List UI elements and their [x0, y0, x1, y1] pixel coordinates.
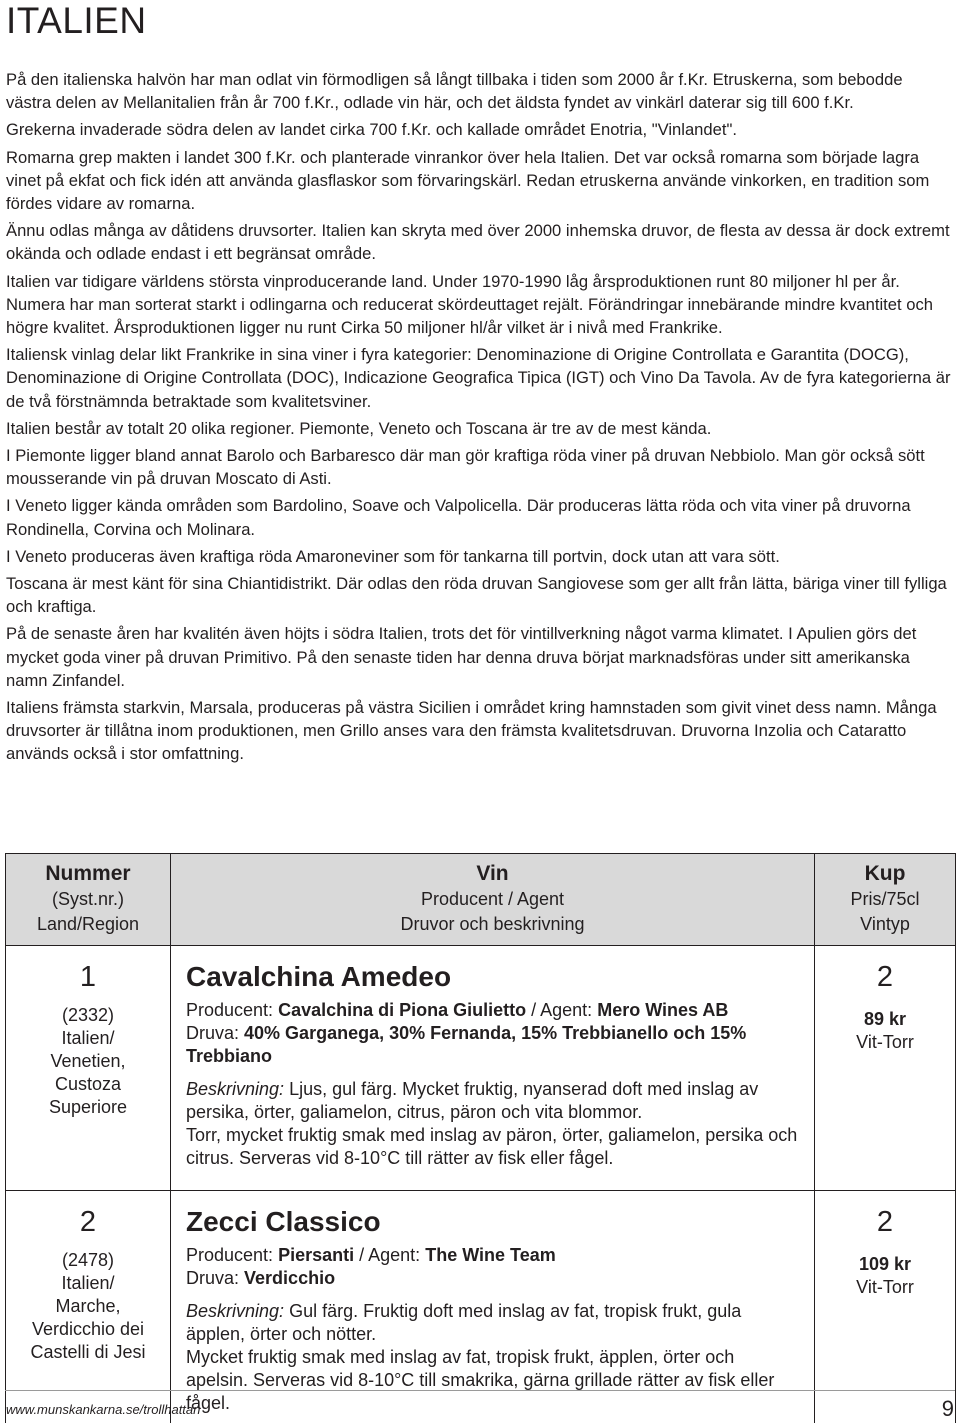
grapes: Verdicchio — [244, 1268, 336, 1288]
footer-divider — [5, 1390, 955, 1391]
region-line: Venetien, — [50, 1051, 126, 1071]
header-wine — [171, 854, 815, 946]
header-kup-title: Kup — [864, 862, 906, 885]
header-number-sub1: (Syst.nr.) — [51, 889, 124, 909]
cell-kup — [815, 946, 956, 1191]
table-row — [6, 946, 956, 1191]
table-header-row — [6, 854, 956, 946]
header-number-sub2: Land/Region — [36, 914, 140, 934]
paragraph: Italiens främsta starkvin, Marsala, produceras på västra Sicilien i området kring hamnstaden som givit vinet dess namn. Många druvsorter är tillåtna inom produktionen, men Grillo anses vara den främsta kvalitetsdruvan. Druvorna Inzolia och Cataratto används också i stor omfattning. — [6, 698, 937, 764]
kup-number: 2 — [876, 961, 894, 993]
producer-label: Producent: — [186, 1000, 274, 1020]
cell-wine: Cavalchina Amedeo Producent: Cavalchina di Piona Giulietto / Agent: Mero Wines AB Druva: 40% Garganega, 30% Fernanda, 15% Trebbianello och 15% Trebbiano Beskrivning: Ljus, gul färg. Mycket fruktig, nyanserad doft med inslag av persika, örter, galiamelon, citrus, päron och vita blommor. Torr, mycket fruktig smak med inslag av päron, örter, galiamelon, persika och citrus. Serveras vid 8-10°C till rätter av fisk eller fågel. — [171, 946, 815, 1191]
wine-number: 2 — [79, 1206, 97, 1238]
producer-label: Producent: — [186, 1245, 274, 1265]
page-number: 9 — [941, 1396, 954, 1421]
paragraph: Italiensk vinlag delar likt Frankrike in sina viner i fyra kategorier: Denominazione di Origine Controllata e Garantita (DOCG), Denominazione di Origine Controllata (DOC), Indicazione Geografica Tipica (IGT) och Vino Da Tavola. Av de fyra kategorierna är de två förstnämnda betraktade som kvalitetsviner. — [6, 345, 951, 411]
taste: Mycket fruktig smak med inslag av fat, tropisk frukt, äpplen, örter och apelsin. Serveras vid 8-10°C till smakrika, gärna grillade rätter av fisk eller fågel. — [186, 1347, 775, 1413]
agent-label: Agent: — [368, 1245, 421, 1265]
region-line: Castelli di Jesi — [30, 1342, 146, 1362]
region-line: Verdicchio dei — [31, 1319, 145, 1339]
paragraph: Toscana är mest känt för sina Chiantidistrikt. Där odlas den röda druvan Sangiovese som ger allt från lätta, bäriga viner till fylliga och kraftiga. — [6, 574, 947, 617]
region-line: Marche, — [55, 1296, 121, 1316]
header-kup — [815, 854, 956, 946]
grapes: 40% Garganega, 30% Fernanda, 15% Trebbianello och 15% Trebbiano — [186, 1023, 747, 1066]
paragraph: I Veneto ligger kända områden som Bardolino, Soave och Valpolicella. Där produceras lätta röda och vita viner på druvorna Rondinella, Corvina och Molinara. — [6, 496, 911, 539]
description-label: Beskrivning: — [186, 1301, 285, 1321]
paragraph: Italien består av totalt 20 olika regioner. Piemonte, Veneto och Toscana är tre av de mest kända. — [6, 418, 712, 438]
producer: Cavalchina di Piona Giulietto — [278, 1000, 527, 1020]
paragraph: Ännu odlas många av dåtidens druvsorter. Italien kan skryta med över 2000 inhemska druvor, de flesta av dessa är dock extremt okända och odlade endast i ett begränsat område. — [6, 221, 950, 264]
table-row — [6, 1191, 956, 1423]
paragraph: Grekerna invaderade södra delen av landet cirka 700 f.Kr. och kallade området Enotria, "Vinlandet". — [6, 120, 737, 140]
wine-type: Vit-Torr — [856, 1277, 914, 1297]
header-number — [6, 854, 171, 946]
header-kup-sub1: Pris/75cl — [850, 889, 920, 909]
region-line: Italien/ — [61, 1028, 115, 1048]
region-line: Superiore — [48, 1097, 128, 1117]
cell-wine: Zecci Classico Producent: Piersanti / Agent: The Wine Team Druva: Verdicchio Beskrivning: Gul färg. Fruktig doft med inslag av fat, tropisk frukt, gula äpplen, örter och nötter. Mycket fruktig smak med inslag av fat, tropisk frukt, äpplen, örter och apelsin. Serveras vid 8-10°C till smakrika, gärna grillade rätter av fisk eller fågel. — [171, 1191, 815, 1423]
producer: Piersanti — [278, 1245, 355, 1265]
agent: Mero Wines AB — [597, 1000, 729, 1020]
grape-label: Druva: — [186, 1268, 240, 1288]
paragraph: I Piemonte ligger bland annat Barolo och Barbaresco där man gör kraftiga röda viner på druvan Nebbiolo. Man gör också sött mousserande vin på druvan Moscato di Asti. — [6, 446, 925, 489]
cell-kup — [815, 1191, 956, 1423]
cell-number — [6, 946, 171, 1191]
description: Ljus, gul färg. Mycket fruktig, nyanserad doft med inslag av persika, örter, galiamelon, citrus, päron och vita blommor. — [186, 1079, 759, 1122]
cell-number — [6, 1191, 171, 1423]
wine-table — [5, 853, 956, 1423]
price: 109 kr — [858, 1254, 912, 1274]
header-number-title: Nummer — [45, 862, 131, 885]
intro-text — [6, 68, 951, 770]
header-wine-sub2: Druvor och beskrivning — [400, 914, 585, 934]
sysnr: (2332) — [61, 1005, 115, 1025]
region-line: Custoza — [54, 1074, 122, 1094]
agent-label: Agent: — [540, 1000, 593, 1020]
paragraph: På de senaste åren har kvalitén även höjts i södra Italien, trots det för vintillverkning något varma klimatet. I Apulien görs det mycket goda viner på druvan Primitivo. På den senaste tiden har denna druva börjat marknadsföras under sitt amerikanska namn Zinfandel. — [6, 624, 917, 690]
paragraph: Romarna grep makten i landet 300 f.Kr. och planterade vinrankor över hela Italien. Det var också romarna som började lagra vinet på ekfat och fick idén att använda glasflaskor som förvaringskärl. Redan etruskerna använde vinkorken, en tradition som fördes vidare av romarna. — [6, 147, 930, 214]
description-label: Beskrivning: — [186, 1079, 285, 1099]
paragraph: Italien var tidigare världens största vinproducerande land. Under 1970-1990 låg årsproduktionen runt 80 miljoner hl per år. Numera har man sorterat starkt i odlingarna och reducerat skördeuttaget rejält. Förändringar innebärande mindre kvantitet och högre kvalitet. Årsproduktionen ligger nu runt Cirka 50 miljoner hl/år vilket är i nivå med Frankrike. — [6, 271, 933, 338]
header-wine-title: Vin — [476, 862, 509, 885]
wine-name: Zecci Classico — [186, 1206, 381, 1237]
paragraph: På den italienska halvön har man odlat vin förmodligen så långt tillbaka i tiden som 2000 år f.Kr. Etruskerna, som bebodde västra delen av Mellanitalien från år 700 f.Kr., odlade vin här, och det äldsta fyndet av vinkärl daterar sig till 600 f.Kr. — [6, 70, 903, 113]
page-title: ITALIEN — [6, 0, 147, 41]
agent: The Wine Team — [425, 1245, 556, 1265]
header-kup-sub2: Vintyp — [860, 914, 910, 934]
grape-label: Druva: — [186, 1023, 240, 1043]
region-line: Italien/ — [61, 1273, 115, 1293]
sysnr: (2478) — [61, 1250, 115, 1270]
paragraph: I Veneto produceras även kraftiga röda Amaroneviner som för tankarna till portvin, dock utan att vara sött. — [6, 546, 780, 566]
price: 89 kr — [863, 1009, 907, 1029]
wine-name: Cavalchina Amedeo — [186, 961, 452, 992]
footer-link[interactable]: www.munskankarna.se/trollhattan — [6, 1402, 201, 1417]
kup-number: 2 — [876, 1206, 894, 1238]
header-wine-sub1: Producent / Agent — [420, 889, 565, 909]
wine-type: Vit-Torr — [856, 1032, 914, 1052]
taste: Torr, mycket fruktig smak med inslag av päron, örter, galiamelon, persika och citrus. Serveras vid 8-10°C till rätter av fisk eller fågel. — [186, 1125, 798, 1168]
description: Gul färg. Fruktig doft med inslag av fat, tropisk frukt, gula äpplen, örter och nötter. — [186, 1301, 742, 1344]
wine-number: 1 — [79, 961, 97, 993]
